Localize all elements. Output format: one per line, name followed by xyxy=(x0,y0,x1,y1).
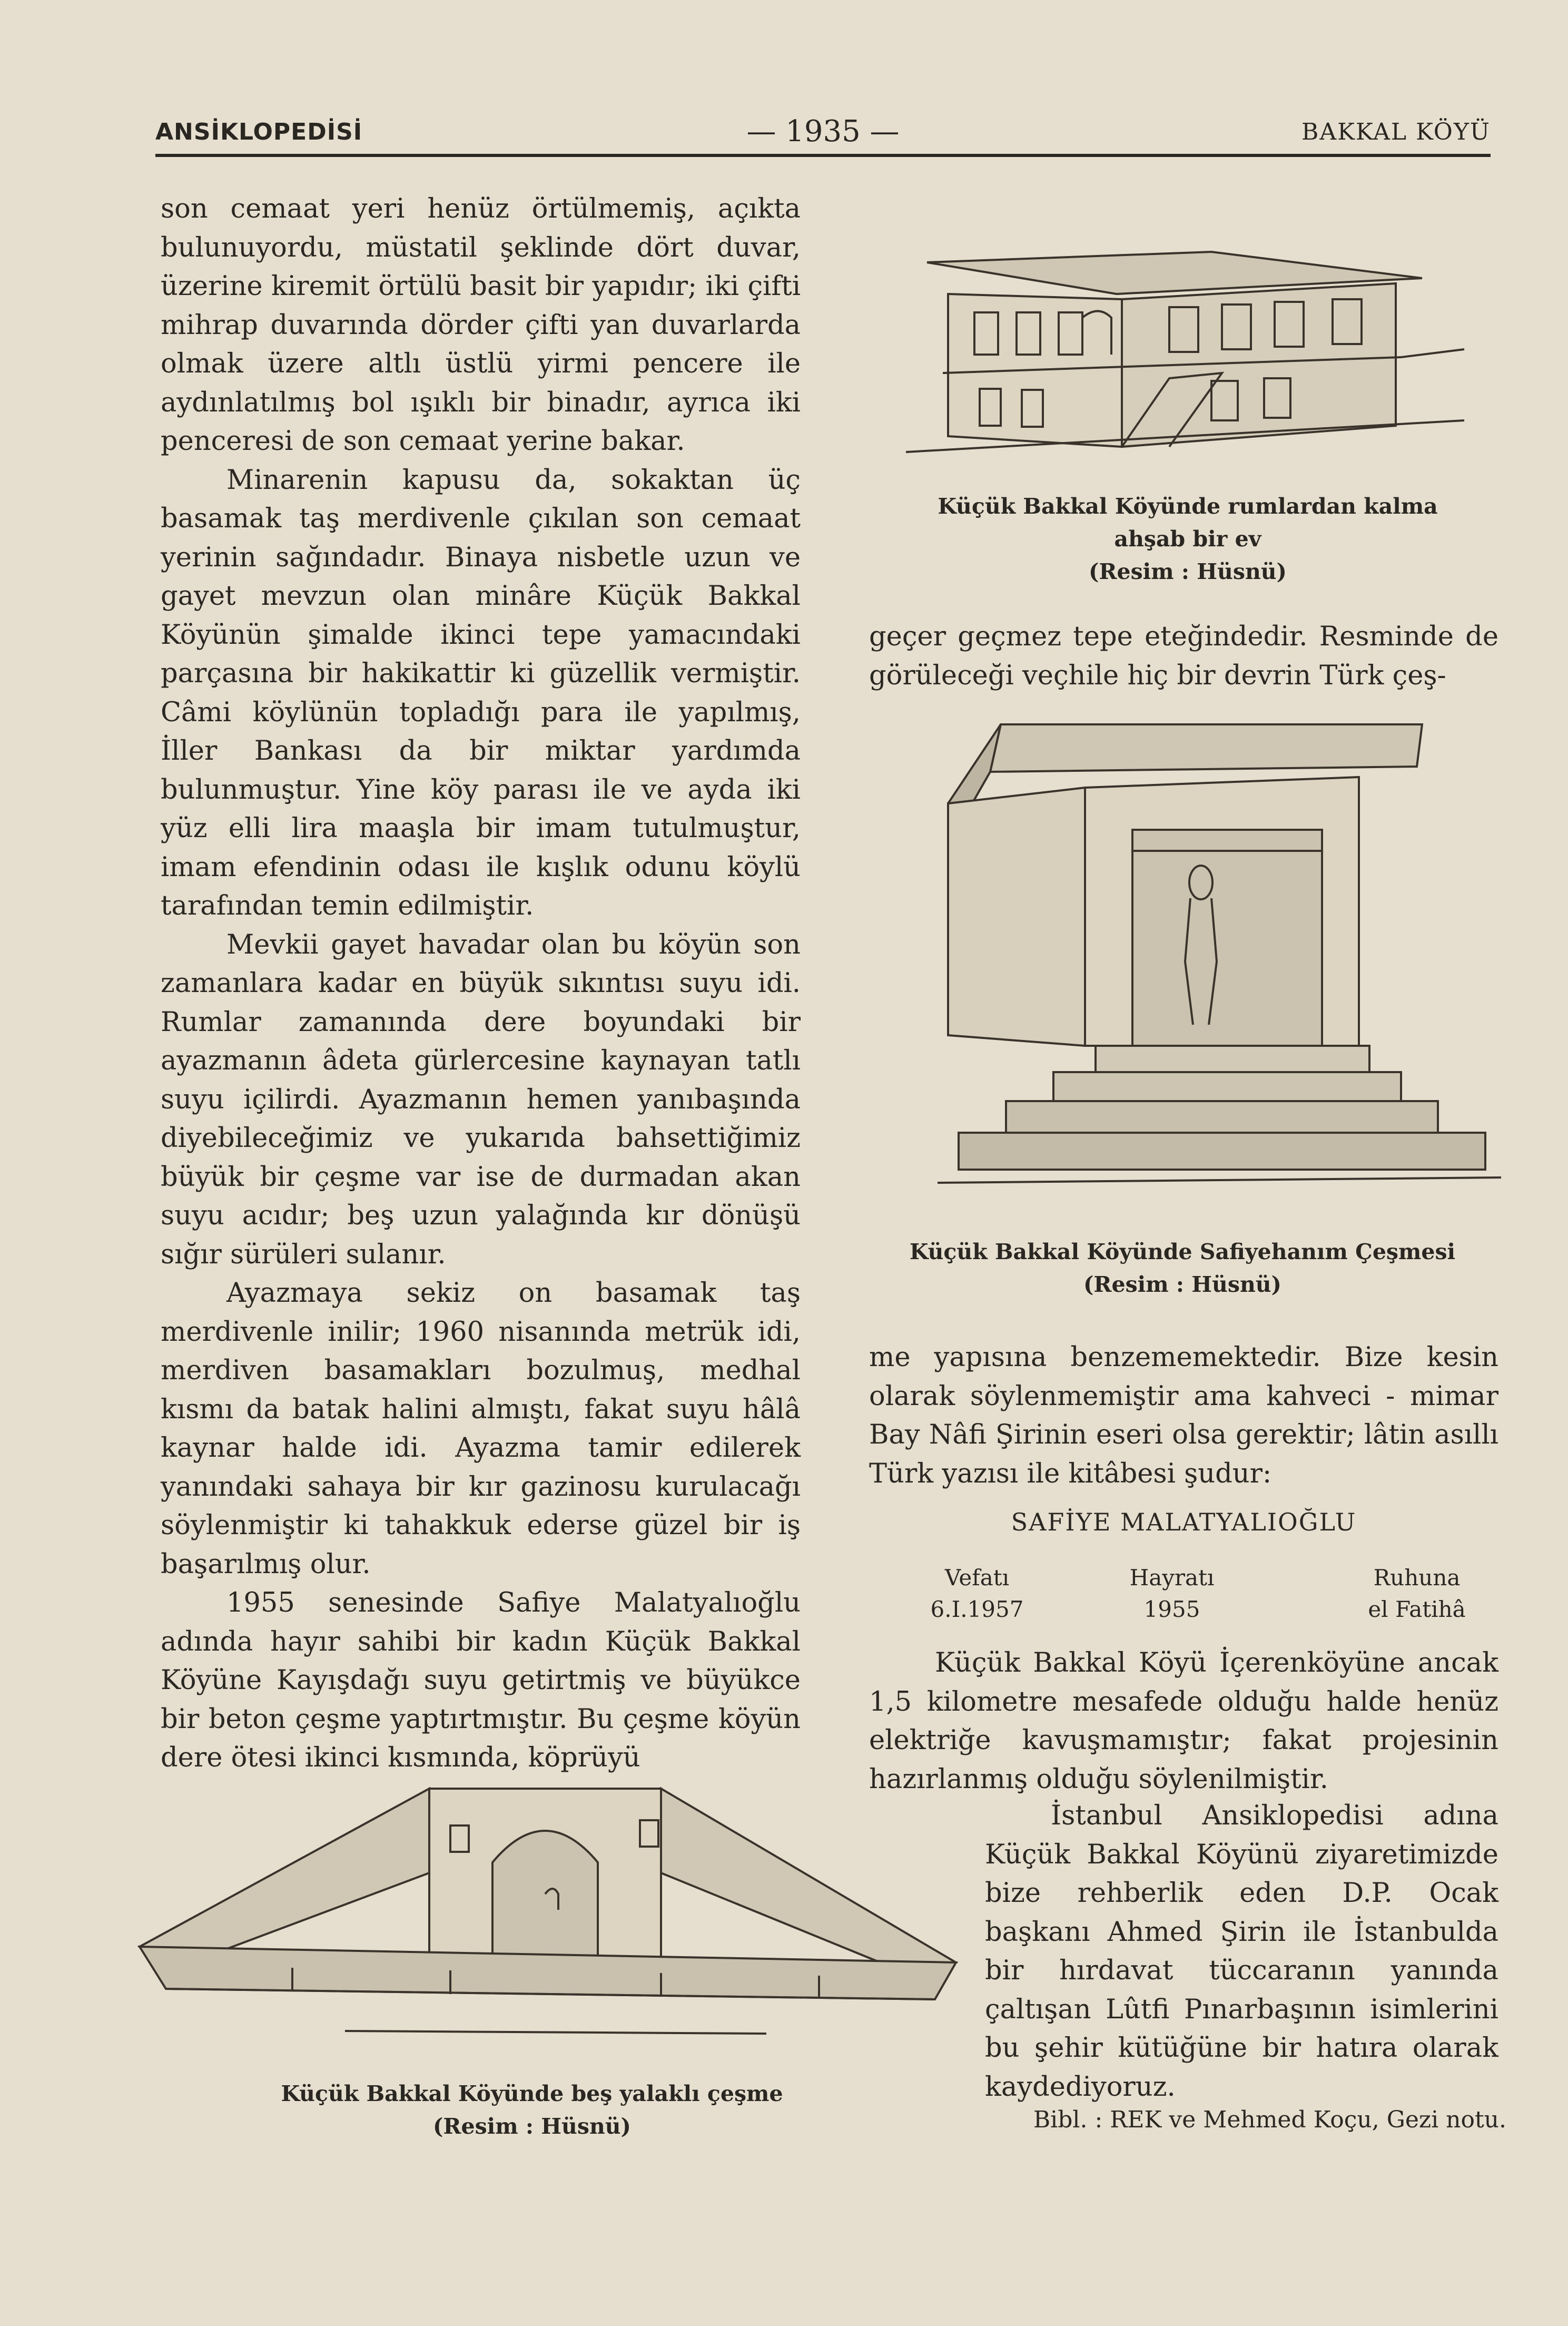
inscription-value: 6.I.1957 xyxy=(930,1596,1024,1622)
right-text-after-fountain xyxy=(869,1338,1498,1493)
paragraph: Küçük Bakkal Köyü İçerenköyüne ancak 1,5 kilometre mesafede olduğu halde henüz elektriğe kavuşmamıştır; fakat projesinin hazırlanmış olduğu söylenilmiştir. xyxy=(869,1647,1498,1795)
running-header xyxy=(155,113,1491,150)
inscription-column xyxy=(1348,1562,1485,1625)
paragraph: son cemaat yeri henüz örtülmemiş, açıkta bulunuyordu, müstatil şeklinde dört duvar, üzerine kiremit örtülü basit bir yapıdır; iki çifti mihrap duvarında dörder çifti yan duvarlarda olmak üzere altlı üstlü yirmi pencere ile aydınlatılmış bol ışıklı bir binadır, ayrıca iki penceresi de son cemaat yerine bakar. xyxy=(161,193,801,457)
house-caption xyxy=(895,490,1480,588)
paragraph: Minarenin kapusu da, sokaktan üç basamak taş merdivenle çıkılan son cemaat yerinin sağındadır. Binaya nisbetle uzun ve gayet mevzun olan minâre Küçük Bakkal Köyünün şimalde ikinci tepe yamacındaki parçasına bir hakikattir ki güzellik vermiştir. Câmi köylünün topladığı para ile yapılmış, İller Bankası da bir miktar yardımda bulunmuştur. Yine köy parası ile ve ayda iki yüz elli lira maaşla bir imam tutulmuştur, imam efendinin odası ile kışlık odunu köylü tarafından temin edilmiştir. xyxy=(161,464,801,921)
inscription-label: Ruhuna xyxy=(1373,1565,1461,1591)
inscription-column xyxy=(1106,1562,1238,1625)
caption-line: Küçük Bakkal Köyünde beş yalaklı çeşme xyxy=(281,2081,783,2106)
header-entry-title: BAKKAL KÖYÜ xyxy=(1301,119,1491,145)
bibliography-note: Bibl. : REK ve Mehmed Koçu, Gezi notu. xyxy=(1033,2106,1506,2133)
caption-line: ahşab bir ev xyxy=(1114,526,1261,552)
page-number: — 1935 — xyxy=(746,114,900,149)
left-text-column xyxy=(161,190,801,1778)
closing-paragraph-narrow xyxy=(985,1797,1498,2106)
caption-line: (Resim : Hüsnü) xyxy=(1083,1272,1281,1297)
caption-line: (Resim : Hüsnü) xyxy=(433,2114,631,2139)
inscription-label: Vefatı xyxy=(944,1565,1010,1591)
paragraph: Ayazmaya sekiz on basamak taş merdivenle inilir; 1960 nisanında metrük idi, merdiven basamakları bozulmuş, medhal kısmı da batak halini almıştı, fakat suyu hâlâ kaynar halde idi. Ayazma tamir edilerek yanındaki sahaya bir kır gazinosu kurulacağı söylenmiştir ki tahakkuk ederse güzel bir iş başarılmış olur. xyxy=(161,1278,801,1580)
paragraph: Mevkii gayet havadar olan bu köyün son zamanlara kadar en büyük sıkıntısı suyu idi. Rumlar zamanında dere boyundaki bir ayazmanın âdeta gürlercesine kaynayan tatlı suyu içilirdi. Ayazmanın hemen yanıbaşında diyebileceğimiz ve yukarıda bahsettiğimiz büyük bir çeşme var ise de durmadan akan suyu acıdır; beş uzun yalağında kır dönüşü sığır sürüleri sulanır. xyxy=(161,929,801,1270)
inscription-label: Hayratı xyxy=(1129,1565,1215,1591)
inscription-column xyxy=(919,1562,1035,1625)
inscription-value: 1955 xyxy=(1143,1596,1200,1622)
inscription-value: el Fatihâ xyxy=(1368,1596,1466,1622)
header-series-title: ANSİKLOPEDİSİ xyxy=(155,119,363,145)
caption-line: Küçük Bakkal Köyünde Safiyehanım Çeşmesi xyxy=(909,1239,1456,1264)
house-illustration xyxy=(895,199,1480,473)
safiye-fountain-illustration xyxy=(927,709,1506,1220)
right-text-after-house xyxy=(869,617,1498,695)
paragraph: me yapısına benzememektedir. Bize kesin olarak söylenmemiştir ama kahveci - mimar Bay Nâfi Şirinin eseri olsa gerektir; lâtin asıllı Türk yazısı ile kitâbesi şudur: xyxy=(869,1342,1498,1489)
paragraph: İstanbul Ansiklopedisi adına Küçük Bakkal Köyünü ziyaretimizde bize rehberlik eden D.P. Ocak başkanı Ahmed Şirin ile İstanbulda bir hırdavat tüccaranın yanında çaltışan Lûtfi Pınarbaşının isimlerini bu şehir kütüğüne bir hatıra olarak kaydediyoruz. xyxy=(985,1800,1498,2103)
safiye-fountain-caption xyxy=(869,1235,1496,1301)
inscription-title: SAFİYE MALATYALIOĞLU xyxy=(1011,1508,1357,1536)
five-trough-fountain-caption xyxy=(240,2077,824,2143)
paragraph: 1955 senesinde Safiye Malatyalıoğlu adında hayır sahibi bir kadın Küçük Bakkal Köyüne Kayışdağı suyu getirtmiş ve büyükce bir beton çeşme yaptırtmıştır. Bu çeşme köyün dere ötesi ikinci kısmında, köprüyü xyxy=(161,1587,801,1773)
header-rule xyxy=(155,154,1491,157)
five-trough-fountain-illustration xyxy=(134,1768,967,2068)
caption-line: (Resim : Hüsnü) xyxy=(1089,559,1287,584)
caption-line: Küçük Bakkal Köyünde rumlardan kalma xyxy=(938,494,1438,519)
paragraph: geçer geçmez tepe eteğindedir. Resminde de görüleceği veçhile hiç bir devrin Türk çeş- xyxy=(869,621,1498,691)
